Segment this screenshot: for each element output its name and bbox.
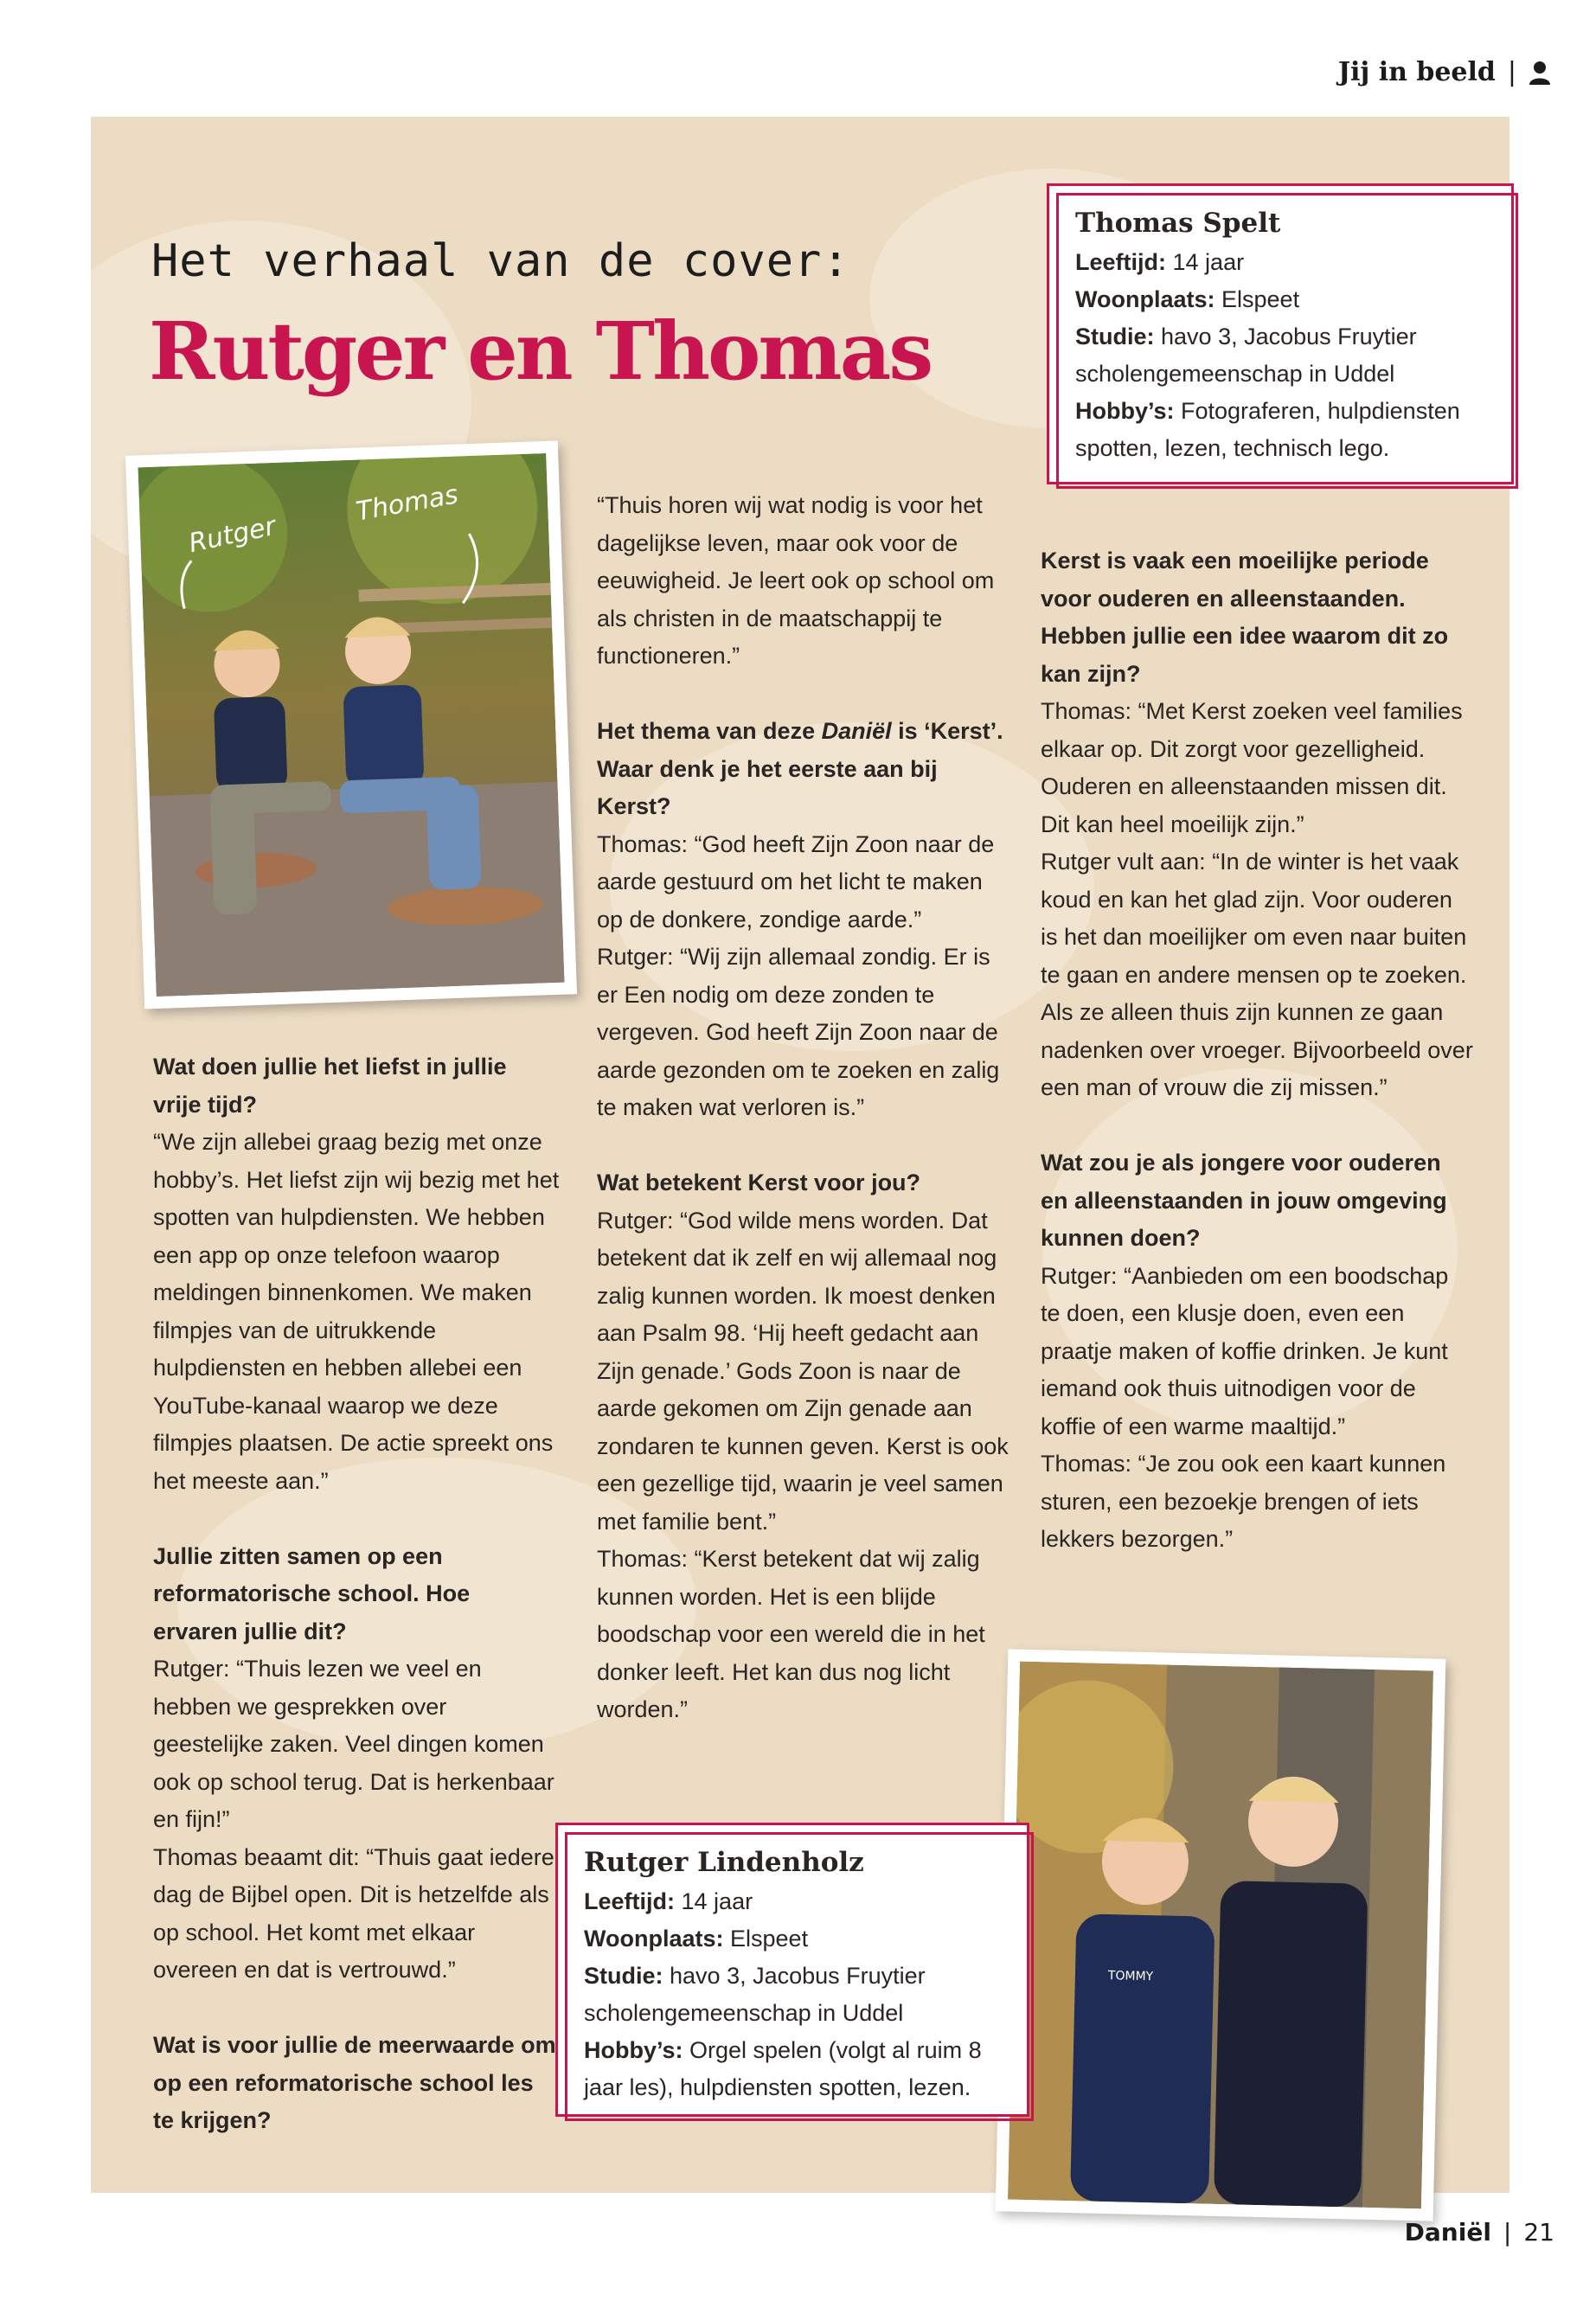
interview-question: Wat is voor jullie de meerwaarde om op een reformatorische school les te krijgen? (153, 2032, 556, 2133)
question-text: Het thema van deze (597, 718, 822, 744)
residence-label: Woonplaats: (1075, 286, 1215, 312)
age-label: Leeftijd: (584, 1888, 675, 1914)
interview-answer: Rutger: “Aanbieden om een boodschap te doen, een klusje doen, even een praatje maken of koffie drinken. Je kunt iemand ook thuis uitnodigen voor de koffie of een warme maaltijd.” (1041, 1262, 1449, 1439)
photo-label-thomas: Thomas (354, 479, 461, 528)
hobbies-label: Hobby’s: (1075, 398, 1175, 424)
footer-separator: | (1503, 2218, 1512, 2247)
qa-block (153, 1048, 560, 1500)
profile-residence-row (584, 1920, 1004, 1958)
section-header (1338, 57, 1551, 87)
qa-block (597, 487, 1012, 676)
interview-answer: Rutger: “Wij zijn allemaal zondig. Er is er Een nodig om deze zonden te vergeven. God heeft Zijn Zoon naar de aarde gezonden om te zoeken en zalig te maken wat verloren is.” (597, 944, 1000, 1120)
cover-photo-sitting (125, 440, 577, 1009)
interview-question: Kerst is vaak een moeilijke periode voor ouderen en alleenstaanden. Hebben jullie een idee waarom dit zo kan zijn? (1041, 548, 1449, 687)
qa-block (1041, 1144, 1473, 1559)
magazine-name: Daniël (821, 718, 892, 744)
interview-answer: Rutger: “Thuis lezen we veel en hebben we gesprekken over geestelijke zaken. Veel dingen komen ook op school terug. Dat is herkenbaar en fijn!” (153, 1656, 554, 1832)
qa-block (153, 2027, 560, 2140)
article-column-2 (597, 487, 1012, 1766)
profile-hobbies-row (1075, 393, 1489, 467)
profile-hobbies-row (584, 2032, 1004, 2106)
interview-answer: “We zijn allebei graag bezig met onze hobby’s. Het liefst zijn wij bezig met het spotten van hulpdiensten. We hebben een app op onze telefoon waarop meldingen binnenkomen. We maken filmpjes van de uitrukkende hulpdiensten en hebben allebei een YouTube-kanaal waarop we deze filmpjes plaatsen. De actie spreekt ons het meeste aan.” (153, 1129, 560, 1494)
interview-answer: Thomas: “Je zou ook een kaart kunnen sturen, een bezoekje brengen of iets lekkers bezorgen.” (1041, 1451, 1446, 1552)
qa-block (597, 1164, 1012, 1729)
photo-sitting-image (138, 453, 564, 997)
qa-block (1041, 542, 1473, 1107)
person-icon (1529, 61, 1551, 85)
profile-study-row (1075, 318, 1489, 393)
interview-question (597, 713, 1012, 826)
hobbies-label: Hobby’s: (584, 2037, 683, 2063)
profile-age-row (1075, 244, 1489, 281)
profile-card-thomas (1047, 183, 1514, 484)
photo-standing-image (1008, 1662, 1433, 2209)
age-label: Leeftijd: (1075, 249, 1166, 275)
residence-value: Elspeet (730, 1926, 809, 1952)
article-title: Rutger en Thomas (149, 304, 932, 398)
profile-name: Rutger Lindenholz (584, 1847, 864, 1878)
study-value: havo 3, Jacobus Fruytier scholengemeenschap in Uddel (1075, 324, 1417, 387)
profile-age-row (584, 1883, 1004, 1920)
interview-question: Wat doen jullie het liefst in jullie vrije tijd? (153, 1054, 507, 1118)
interview-answer: Thomas beaamt dit: “Thuis gaat iedere dag de Bijbel open. Dit is hetzelfde als op school. Het komt met elkaar overeen en dat is vertrouwd.” (153, 1843, 554, 1983)
cover-photo-standing (996, 1649, 1446, 2221)
interview-question: Wat zou je als jongere voor ouderen en alleenstaanden in jouw omgeving kunnen doen? (1041, 1150, 1447, 1251)
interview-answer: “Thuis horen wij wat nodig is voor het dagelijkse leven, maar ook voor de eeuwigheid. Je leert ook op school om als christen in de maatschappij te functioneren.” (597, 492, 995, 669)
qa-block (597, 713, 1012, 1127)
interview-question: Jullie zitten samen op een reformatorische school. Hoe ervaren jullie dit? (153, 1542, 471, 1644)
interview-answer: Rutger: “God wilde mens worden. Dat betekent dat ik zelf en wij allemaal nog zalig kunnen worden. Ik moest denken aan Psalm 98. ‘Hij heeft gedacht aan Zijn genade.’ Gods Zoon is naar de aarde gekomen om Zijn genade aan zondaren te kunnen geven. Kerst is ook een gezellige tijd, waarin je veel samen met familie bent.” (597, 1207, 1009, 1535)
shirt-print: TOMMY (1107, 1969, 1154, 1984)
interview-answer: Rutger vult aan: “In de winter is het vaak koud en kan het glad zijn. Voor ouderen is het dan moeilijker om even naar buiten te gaan en andere mensen op te zoeken. Als ze alleen thuis zijn kunnen ze gaan nadenken over vroeger. Bijvoorbeeld over een man of vrouw die zij missen.” (1041, 849, 1473, 1100)
age-value: 14 jaar (681, 1888, 753, 1914)
interview-question: Wat betekent Kerst voor jou? (597, 1170, 921, 1195)
study-value: havo 3, Jacobus Fruytier scholengemeenschap in Uddel (584, 1963, 926, 2026)
profile-name: Thomas Spelt (1075, 208, 1281, 239)
age-value: 14 jaar (1172, 249, 1245, 275)
hobbies-value: Fotograferen, hulpdiensten spotten, lezen, technisch lego. (1075, 398, 1460, 461)
profile-card-rutger (555, 1823, 1029, 2117)
page-footer (1405, 2218, 1554, 2247)
residence-label: Woonplaats: (584, 1926, 724, 1952)
residence-value: Elspeet (1221, 286, 1300, 312)
study-label: Studie: (1075, 324, 1155, 349)
magazine-name: Daniël (1404, 2218, 1491, 2247)
section-title: Jij in beeld (1337, 57, 1496, 87)
header-separator: | (1507, 57, 1516, 87)
profile-residence-row (1075, 281, 1489, 318)
article-column-1 (153, 1048, 560, 2177)
interview-answer: Thomas: “Kerst betekent dat wij zalig kunnen worden. Het is een blijde boodschap voor een wereld die in het donker leeft. Het kan dus nog licht worden.” (597, 1546, 985, 1722)
question-text: is ‘Kerst’. Waar denk je het eerste aan bij Kerst? (597, 718, 1003, 819)
interview-answer: Thomas: “Met Kerst zoeken veel families elkaar op. Dit zorgt voor gezelligheid. Ouderen en alleenstaanden missen dit. Dit kan heel moeilijk zijn.” (1041, 698, 1463, 837)
profile-study-row (584, 1958, 1004, 2032)
hobbies-value: Orgel spelen (volgt al ruim 8 jaar les), hulpdiensten spotten, lezen. (584, 2037, 982, 2100)
study-label: Studie: (584, 1963, 663, 1989)
article-column-3 (1041, 542, 1473, 1596)
interview-answer: Thomas: “God heeft Zijn Zoon naar de aarde gestuurd om het licht te maken op de donkere, zondige aarde.” (597, 830, 995, 933)
qa-block (153, 1538, 560, 1990)
page-number: 21 (1523, 2218, 1554, 2247)
article-kicker: Het verhaal van de cover: (151, 235, 850, 287)
photo-label-rutger: Rutger (186, 510, 279, 560)
